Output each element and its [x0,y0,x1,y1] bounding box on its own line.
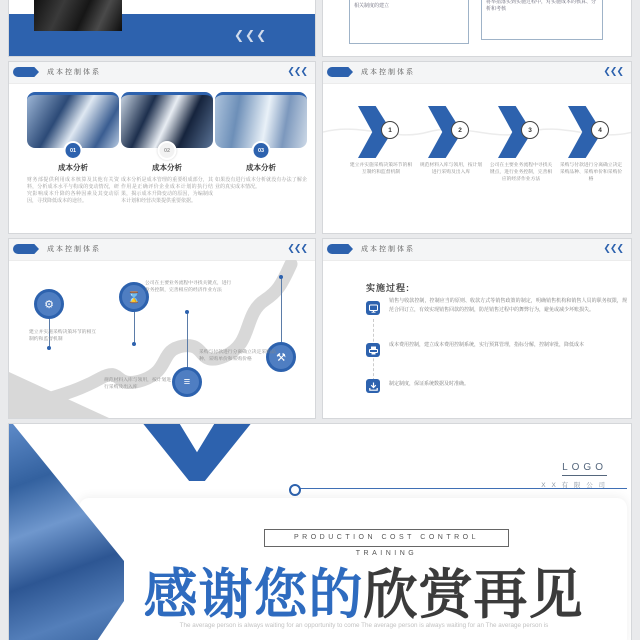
arrow-badge-icon [327,67,353,77]
step-text: 公司在主要业务流程中寻找关键点，进行业务控制，完善相应的经济作业方法 [489,163,553,182]
building-photo [121,92,213,148]
title-dark-part: 欣赏再见 [363,565,584,625]
divider-line [299,488,627,489]
stem-line [134,310,135,343]
milestone-text: 采购与付款进行分离确立决定采购品种、采购单价和采购价格 [199,350,276,362]
arrow-badge-icon [327,244,353,254]
number-badge: 03 [252,141,271,160]
chevrons-left-icon: ❮❮❮ [287,66,307,76]
gear-icon: ⚙ [34,289,64,319]
logo-text: LOGO [562,462,607,476]
subtitle-text: The average person is always waiting for an opportunity to come The average person is always waiting for an The average person is [179,622,549,629]
card-title: 成本分析 [152,163,182,172]
step-number: 3 [521,121,539,139]
slide-thumbnail-top-left[interactable] [8,0,316,57]
milestone-text: 规范材料入库与领用，按计划进行采购及出入库 [104,378,172,390]
stem-dot [47,346,51,350]
stem-dot [185,310,189,314]
logo-block [541,457,607,489]
chevrons-left-icon: ❮❮❮ [234,28,268,42]
arrow-badge-icon [13,244,39,254]
number-badge: 01 [64,141,83,160]
process-text: 制定制度，保证系统数据及时准确。 [389,381,470,387]
slide-title: 成本控制体系 [361,69,415,76]
step-number: 2 [451,121,469,139]
slide-cost-analysis[interactable] [8,61,316,234]
printer-icon [366,343,380,357]
step-text: 建立并实施采购决策环节的相互制约和监督机制 [349,163,413,175]
card-title: 成本分析 [58,163,88,172]
step-number: 4 [591,121,609,139]
document-icon: ≡ [172,367,202,397]
card-body: 财务部提供利用成本核算及其他有关资料，分析成本水平与构成的变动情况，研究影响成本升降的各种因素及其变动原因，寻找降低成本的途径。 [27,177,119,204]
monitor-icon [366,301,380,315]
thank-you-title [96,552,631,629]
slide-title: 成本控制体系 [47,69,101,76]
hourglass-icon: ⌛ [119,282,149,312]
slide-header [9,239,315,261]
analysis-card [121,92,213,205]
slide-thank-you[interactable] [8,423,632,640]
chevrons-left-icon: ❮❮❮ [603,66,623,76]
slide-title: 成本控制体系 [361,246,415,253]
analysis-card [27,92,119,205]
line-ring-icon [289,484,301,496]
process-text: 销售与收款控制，控制应当的原则、收款方式等销售政策的制定，明确销售机构和销售人员的职务权限，规范合同订立，有效实现销售回款的控制，防范销售过程中的舞弊行为，避免或减少坏账损失。 [389,298,627,313]
step-text: 规范材料入库与领用，按计划进行采购及出入库 [419,163,483,175]
slide-header [323,62,631,84]
building-photo [215,92,307,148]
title-blue-part: 感谢您的 [143,565,364,625]
chevrons-left-icon: ❮❮❮ [603,243,623,253]
slide-title: 成本控制体系 [47,246,101,253]
eyebrow-label: PRODUCTION COST CONTROL TRAINING [264,529,509,547]
stem-line [187,313,188,369]
milestone-text: 公司在主要业务流程中寻找关键点，进行业务控制，完善相应的经济作业方法 [145,281,232,293]
number-badge: 02 [158,141,177,160]
chevrons-left-icon: ❮❮❮ [287,243,307,253]
card-title: 成本分析 [246,163,276,172]
process-text: 成本费用控制，建立成本费用控制系统，实行预算管理，指标分解，控制审批，降低成本 [389,342,585,348]
step-text: 采购与付款进行分离确立决定采购品种、采购单价和采购价格 [559,163,623,182]
slide-header [9,62,315,84]
step-number: 1 [381,121,399,139]
card-body: 成本分析是成本管理的重要组成部分，其作用是正确评价企业成本计划的执行结果，揭示成本升降变动的原因，为编制成本计划和经营决策提供重要依据。 [121,177,213,204]
text-box: 相关制度的建立 [349,0,469,44]
arrow-badge-icon [13,67,39,77]
slide-procurement-steps[interactable] [322,61,632,234]
machinery-photo [34,0,122,31]
slide-thumbnail-top-right[interactable] [322,0,632,57]
section-heading: 实施过程: [366,283,410,293]
gavel-icon: ⚒ [266,342,296,372]
stem-dot [279,275,283,279]
building-photo [27,92,119,148]
company-name: X X 有 限 公 司 [541,482,607,489]
slide-header [323,239,631,261]
card-body: 如果没有进行成本分析就没有办法了解企业的真实成本情况。 [215,177,307,190]
stem-line [281,278,282,344]
v-chevron-icon [141,423,253,481]
slide-roadmap[interactable] [8,238,316,419]
download-icon [366,379,380,393]
milestone-text: 建立并实施采购决策环节的相互制约和监督机制 [29,330,97,342]
text-box: 将举措落实到实施过程中，对实施成本的核算、分析和考核 [481,0,603,40]
stem-dot [132,342,136,346]
slide-implementation-process[interactable] [322,238,632,419]
analysis-card [215,92,307,191]
